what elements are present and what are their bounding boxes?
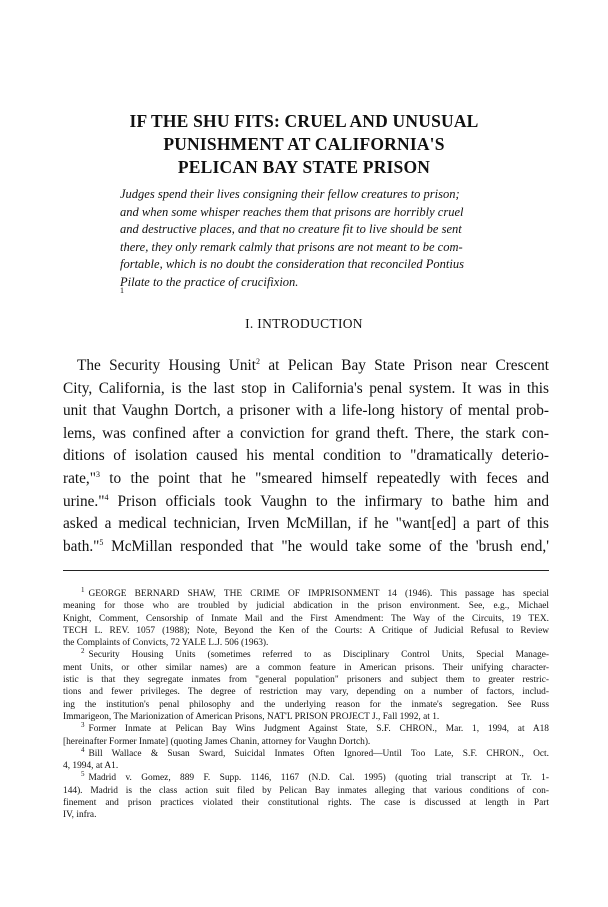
footnote-line — [63, 585, 549, 600]
footnote-line: meaning for those who are troubled by judicial abdication in the prison environment. See, e.g., Michael — [63, 601, 549, 612]
footnote-line — [63, 772, 549, 784]
body-line: City, California, is the last stop in California's penal system. It was in this — [63, 379, 549, 397]
epigraph-text: Pilate to the practice of crucifixion. — [120, 274, 299, 289]
footnote-line: istic is that they segregate inmates from "general population" prisoners and subject them to greater restric- — [63, 675, 549, 686]
body-text-run: The Security Housing Unit — [77, 357, 256, 374]
article-title — [60, 110, 548, 179]
body-text-run: at Pelican Bay State Prison near Crescent — [260, 357, 550, 374]
title-line: IF THE SHU FITS: CRUEL AND UNUSUAL — [129, 111, 479, 131]
footnote-line: 4, 1994, at A1. — [63, 761, 119, 772]
epigraph — [120, 186, 535, 295]
body-line: asked a medical technician, Irven McMillan, if he "want[ed] a part of this — [63, 515, 549, 533]
body-line: lems, was confined after a conviction for grand theft. There, the stark con- — [63, 424, 549, 442]
footnotes — [63, 585, 549, 822]
section-heading: I. INTRODUCTION — [245, 316, 363, 331]
footnote-divider — [63, 570, 549, 571]
epigraph-line: Judges spend their lives consigning their fellow creatures to prison; — [120, 187, 460, 201]
body-text-run: McMillan responded that "he would take some of the 'brush end,' — [103, 537, 549, 555]
body-text-run: to the point that he "smeared himself repeatedly with feces and — [100, 469, 549, 487]
footnote-line — [63, 649, 549, 661]
footnote-text: GEORGE BERNARD SHAW, THE CRIME OF IMPRISONMENT 14 (1946). This passage has special — [88, 589, 549, 599]
footnote-line: IV, infra. — [63, 810, 97, 821]
footnote-line — [63, 723, 549, 735]
body-line — [63, 355, 549, 378]
footnote-marker[interactable]: 2 — [256, 356, 260, 366]
epigraph-line-last: Pilate to the practice of crucifixion. 1 — [120, 274, 535, 292]
footnote-line: tions and fewer privileges. The degree of restriction may vary, depending on a number of factors, includ- — [63, 687, 549, 698]
body-line — [63, 491, 549, 514]
footnote-line: the Complaints of Convicts, 72 YALE L.J. 506 (1963). — [63, 638, 269, 649]
footnote-marker[interactable]: 4 — [104, 492, 109, 502]
body-text-run: bath." — [63, 537, 100, 555]
epigraph-line: and destructive places, and that no creature fit to live should be sent — [120, 222, 462, 236]
footnote-marker[interactable]: 5 — [99, 537, 104, 547]
footnote-line: Immarigeon, The Marionization of American Prisons, NAT'L PRISON PROJECT J., Fall 1992, at 1. — [63, 711, 440, 722]
footnote-text: Madrid v. Gomez, 889 F. Supp. 1146, 1167 (N.D. Cal. 1995) (quoting trial transcript at Tr. 1- — [88, 773, 549, 784]
footnote-line: finement and prison practices violated their constitutional rights. The case is discussed at length in Part — [63, 798, 549, 809]
footnote-line: ing the institution's penal philosophy and the underlying reason for the inmate's segregation. See Russ — [63, 699, 549, 710]
body-text — [63, 355, 549, 558]
footnote-text: Bill Wallace & Susan Sward, Suicidal Inmates Often Ignored—Until Too Late, S.F. CHRON., Oct. — [88, 748, 549, 759]
body-line — [63, 468, 549, 491]
body-text-run: Prison officials took Vaughn to the infirmary to bathe him and — [108, 492, 549, 510]
body-line — [63, 536, 549, 559]
footnote-line: 144). Madrid is the class action suit filed by Pelican Bay inmates alleging that various conditions of con- — [63, 785, 549, 796]
epigraph-line: fortable, which is no doubt the consideration that reconciled Pontius — [120, 257, 464, 271]
footnote-line — [63, 745, 549, 760]
footnote-number: 5 — [81, 770, 85, 779]
footnote-marker[interactable]: 3 — [96, 469, 100, 479]
footnote-text: Security Housing Units (sometimes referred to as Disciplinary Control Units, Special Manage- — [88, 650, 549, 661]
footnote-number: 4 — [81, 745, 85, 754]
epigraph-line: there, they only remark calmly that prisons are not meant to be com- — [120, 239, 463, 254]
footnote-line: Knight, Comment, Censorship of Inmate Mail and the First Amendment: The Way of the Circuits, 19 TEX. — [63, 613, 549, 624]
footnote-line: TECH L. REV. 1057 (1988); Note, Beyond the Ken of the Courts: A Critique of Judicial Refusal to Review — [63, 625, 549, 636]
body-line: ditions of isolation caused his mental condition to "dramatically deterio- — [63, 447, 549, 465]
footnote-number: 1 — [81, 585, 85, 594]
title-line: PUNISHMENT AT CALIFORNIA'S — [163, 134, 445, 154]
footnote-line: ment Units, or other similar names) are a common feature in American prisons. Their unifying character- — [63, 662, 549, 673]
footnote-number: 3 — [81, 721, 85, 730]
body-line: unit that Vaughn Dortch, a prisoner with a life-long history of mental prob- — [63, 402, 549, 420]
footnote-number: 2 — [81, 647, 85, 656]
epigraph-line: and when some whisper reaches them that prisons are horribly cruel — [120, 204, 464, 219]
footnote-line: [hereinafter Former Inmate] (quoting James Chanin, attorney for Vaughn Dortch). — [63, 736, 371, 747]
body-text-run: urine." — [63, 492, 105, 510]
body-text-run: rate," — [63, 469, 96, 487]
title-line: PELICAN BAY STATE PRISON — [177, 157, 431, 177]
footnote-text: Former Inmate at Pelican Bay Wins Judgment Against State, S.F. CHRON., Mar. 1, 1994, at A18 — [88, 724, 549, 735]
